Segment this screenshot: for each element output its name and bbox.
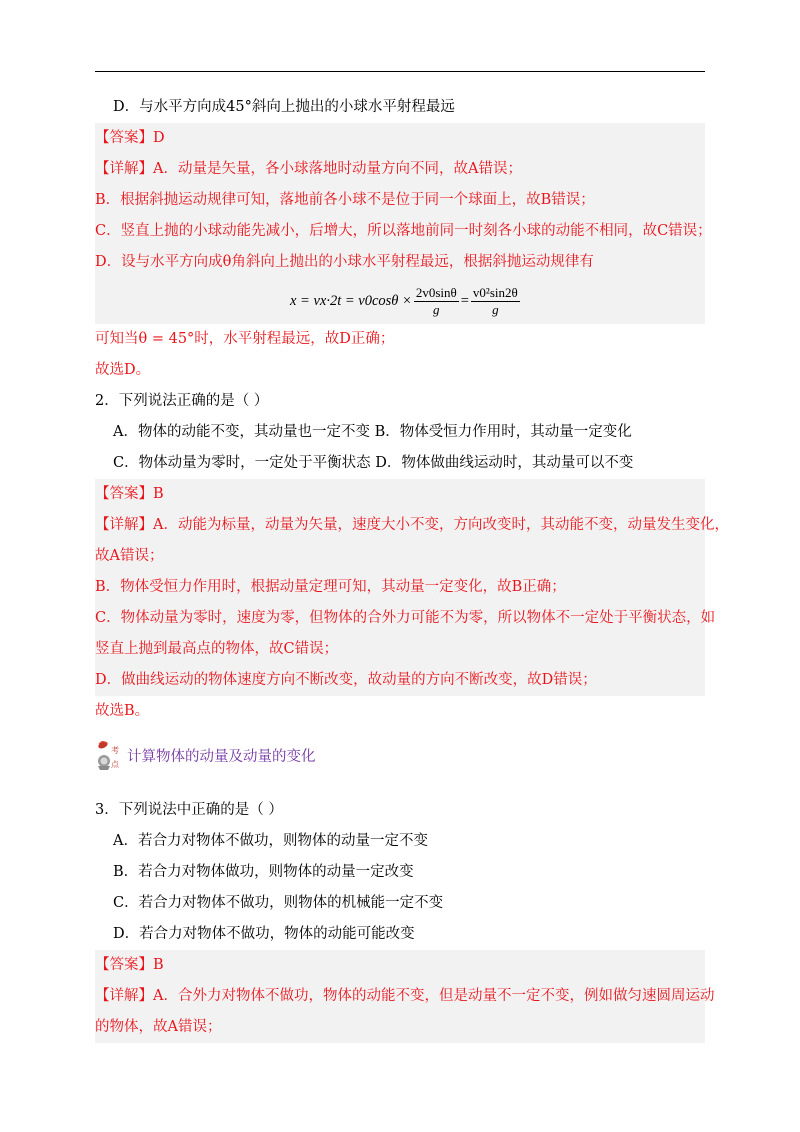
q1-answer: 【答案】D (95, 130, 165, 146)
kaodian-char-dian: 点 (111, 760, 119, 769)
q2-answer-block (95, 479, 729, 696)
q1-conclusion: 可知当θ = 45°时，水平射程最远，故D正确； (95, 331, 395, 347)
q2-detail-d: D．做曲线运动的物体速度方向不断改变，故动量的方向不断改变，故D错误； (95, 672, 597, 688)
fraction-1-denominator: g (433, 301, 440, 317)
section-gap (95, 779, 705, 795)
q3-option-d: D．若合力对物体不做功，物体的动能可能改变 (113, 926, 415, 942)
q3-option-c: C．若合力对物体不做功，则物体的机械能一定不变 (113, 895, 444, 911)
q3-stem: 3．下列说法中正确的是（ ） (95, 802, 283, 818)
q2-detail-b: B．物体受恒力作用时，根据动量定理可知，其动量一定变化，故B正确； (95, 579, 566, 595)
q1-detail-a: 【详解】A．动量是矢量，各小球落地时动量方向不同，故A错误； (95, 161, 522, 177)
fraction-1-numerator: 2v0sinθ (415, 284, 457, 300)
q1-detail-c: C．竖直上抛的小球动能先减小，后增大，所以落地前同一时刻各小球的动能不相同，故C错误； (95, 223, 712, 239)
q3-option-a: A．若合力对物体不做功，则物体的动量一定不变 (113, 833, 428, 849)
range-formula (95, 278, 705, 324)
q1-select: 故选D。 (95, 362, 151, 378)
q3-answer: 【答案】B (95, 957, 164, 973)
q2-answer: 【答案】B (95, 486, 164, 502)
document-body (95, 92, 729, 1043)
q3-answer-block (95, 950, 715, 1043)
q2-options-ab: A．物体的动能不变，其动量也一定不变 B．物体受恒力作用时，其动量一定变化 (113, 424, 632, 440)
q2-detail-c2: 竖直上抛到最高点的物体，故C错误； (95, 641, 339, 657)
q2-detail-a2: 故A错误； (95, 548, 164, 564)
kaodian-char-kao: 考 (111, 746, 119, 755)
q1-answer-block (95, 123, 712, 324)
kaodian-heading (95, 731, 705, 779)
q2-options-cd: C．物体动量为零时，一定处于平衡状态 D．物体做曲线运动时，其动量可以不变 (113, 455, 634, 471)
formula-fraction-1 (414, 285, 459, 318)
formula-lhs: x = vx·2t = v0cosθ × (290, 292, 412, 309)
kaodian-icon (95, 735, 123, 775)
q2-detail-c1: C．物体动量为零时，速度为零，但物体的合外力可能不为零，所以物体不一定处于平衡状态，如 (95, 610, 716, 626)
q2-stem: 2．下列说法正确的是（ ） (95, 393, 269, 409)
q1-detail-d: D．设与水平方向成θ角斜向上抛出的小球水平射程最远，根据斜抛运动规律有 (95, 254, 594, 270)
q3-option-b: B．若合力对物体做功，则物体的动量一定改变 (113, 864, 414, 880)
kaodian-badge-icon (95, 735, 123, 775)
q3-detail-a1: 【详解】A．合外力对物体不做功，物体的动能不变，但是动量不一定不变，例如做匀速圆周运动 (95, 988, 715, 1004)
q1-option-d: D．与水平方向成45°斜向上抛出的小球水平射程最远 (113, 99, 455, 115)
formula-equals: = (460, 292, 469, 309)
q1-detail-b: B．根据斜抛运动规律可知，落地前各小球不是位于同一个球面上，故B错误； (95, 192, 595, 208)
fraction-2-denominator: g (492, 301, 499, 317)
kaodian-title: 计算物体的动量及动量的变化 (127, 748, 316, 765)
formula-fraction-2 (471, 285, 520, 318)
header-rule (95, 71, 705, 72)
q3-detail-a2: 的物体，故A错误； (95, 1019, 222, 1035)
fraction-2-numerator: v0²sin2θ (472, 284, 518, 300)
q2-select: 故选B。 (95, 703, 150, 719)
q2-detail-a1: 【详解】A．动能为标量，动量为矢量，速度大小不变，方向改变时，其动能不变，动量发生变化， (95, 517, 729, 533)
